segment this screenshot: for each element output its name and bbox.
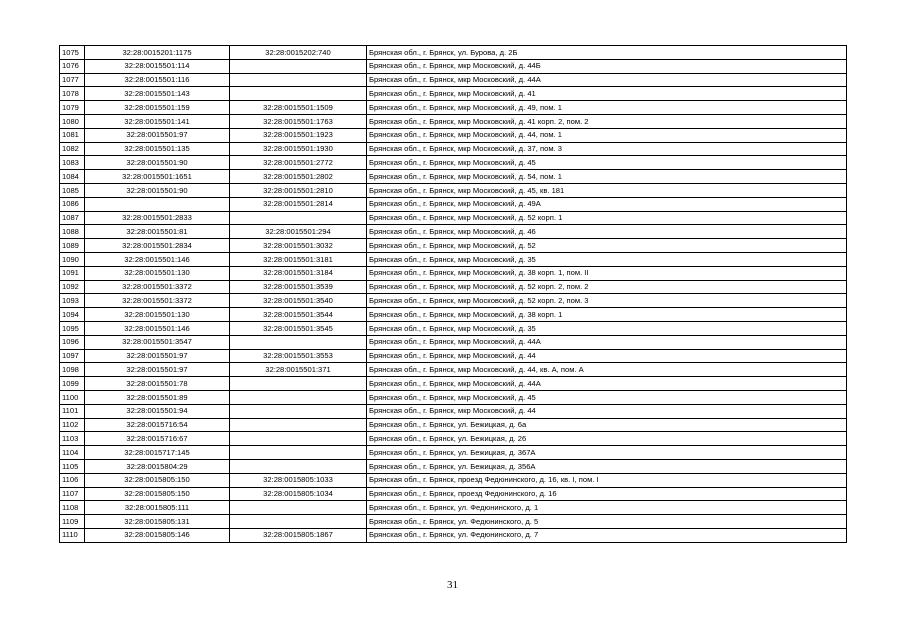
registry-table-body [60, 46, 847, 543]
land-cadastral-number-cell: 32:28:0015501:130 [85, 266, 230, 280]
address-cell: Брянская обл., г. Брянск, мкр Московский, д. 44, пом. 1 [367, 128, 847, 142]
table-row [60, 528, 847, 542]
object-cadastral-number-cell: 32:28:0015501:294 [230, 225, 367, 239]
land-cadastral-number-cell: 32:28:0015501:114 [85, 59, 230, 73]
address-cell: Брянская обл., г. Брянск, мкр Московский, д. 45, кв. 181 [367, 183, 847, 197]
address-cell: Брянская обл., г. Брянск, ул. Федюнинского, д. 5 [367, 515, 847, 529]
land-cadastral-number-cell: 32:28:0015501:2834 [85, 239, 230, 253]
table-row [60, 59, 847, 73]
land-cadastral-number-cell: 32:28:0015201:1175 [85, 46, 230, 60]
object-cadastral-number-cell: 32:28:0015501:3181 [230, 252, 367, 266]
object-cadastral-number-cell: 32:28:0015501:2772 [230, 156, 367, 170]
property-registry-table [59, 45, 847, 543]
object-cadastral-number-cell: 32:28:0015501:1763 [230, 114, 367, 128]
table-row [60, 321, 847, 335]
address-cell: Брянская обл., г. Брянск, мкр Московский, д. 44, кв. А, пом. А [367, 363, 847, 377]
address-cell: Брянская обл., г. Брянск, мкр Московский, д. 49, пом. 1 [367, 101, 847, 115]
row-number-cell: 1101 [60, 404, 85, 418]
table-row [60, 156, 847, 170]
page-number: 31 [447, 579, 458, 591]
row-number-cell: 1087 [60, 211, 85, 225]
land-cadastral-number-cell: 32:28:0015501:159 [85, 101, 230, 115]
table-row [60, 308, 847, 322]
object-cadastral-number-cell: 32:28:0015501:371 [230, 363, 367, 377]
address-cell: Брянская обл., г. Брянск, мкр Московский, д. 45 [367, 156, 847, 170]
land-cadastral-number-cell: 32:28:0015501:78 [85, 377, 230, 391]
address-cell: Брянская обл., г. Брянск, мкр Московский, д. 52 корп. 2, пом. 2 [367, 280, 847, 294]
row-number-cell: 1090 [60, 252, 85, 266]
row-number-cell: 1085 [60, 183, 85, 197]
table-row [60, 170, 847, 184]
row-number-cell: 1109 [60, 515, 85, 529]
row-number-cell: 1099 [60, 377, 85, 391]
land-cadastral-number-cell: 32:28:0015501:146 [85, 252, 230, 266]
table-row [60, 446, 847, 460]
object-cadastral-number-cell [230, 501, 367, 515]
address-cell: Брянская обл., г. Брянск, мкр Московский, д. 46 [367, 225, 847, 239]
address-cell: Брянская обл., г. Брянск, ул. Бежицкая, д. 356А [367, 459, 847, 473]
object-cadastral-number-cell: 32:28:0015501:1923 [230, 128, 367, 142]
table-row [60, 363, 847, 377]
row-number-cell: 1080 [60, 114, 85, 128]
row-number-cell: 1082 [60, 142, 85, 156]
land-cadastral-number-cell: 32:28:0015501:90 [85, 183, 230, 197]
table-row [60, 197, 847, 211]
land-cadastral-number-cell: 32:28:0015805:150 [85, 473, 230, 487]
object-cadastral-number-cell: 32:28:0015501:1509 [230, 101, 367, 115]
land-cadastral-number-cell: 32:28:0015501:3372 [85, 280, 230, 294]
row-number-cell: 1094 [60, 308, 85, 322]
row-number-cell: 1105 [60, 459, 85, 473]
object-cadastral-number-cell [230, 73, 367, 87]
object-cadastral-number-cell [230, 390, 367, 404]
table-row [60, 183, 847, 197]
object-cadastral-number-cell: 32:28:0015501:3553 [230, 349, 367, 363]
row-number-cell: 1095 [60, 321, 85, 335]
land-cadastral-number-cell: 32:28:0015501:97 [85, 349, 230, 363]
object-cadastral-number-cell [230, 59, 367, 73]
land-cadastral-number-cell: 32:28:0015501:146 [85, 321, 230, 335]
land-cadastral-number-cell: 32:28:0015501:141 [85, 114, 230, 128]
row-number-cell: 1096 [60, 335, 85, 349]
object-cadastral-number-cell [230, 515, 367, 529]
land-cadastral-number-cell: 32:28:0015805:146 [85, 528, 230, 542]
land-cadastral-number-cell: 32:28:0015501:116 [85, 73, 230, 87]
table-row [60, 515, 847, 529]
object-cadastral-number-cell: 32:28:0015805:1033 [230, 473, 367, 487]
land-cadastral-number-cell: 32:28:0015805:131 [85, 515, 230, 529]
table-row [60, 459, 847, 473]
table-row [60, 377, 847, 391]
row-number-cell: 1100 [60, 390, 85, 404]
row-number-cell: 1083 [60, 156, 85, 170]
table-row [60, 252, 847, 266]
land-cadastral-number-cell: 32:28:0015501:130 [85, 308, 230, 322]
table-row [60, 211, 847, 225]
address-cell: Брянская обл., г. Брянск, мкр Московский, д. 44А [367, 377, 847, 391]
address-cell: Брянская обл., г. Брянск, мкр Московский, д. 45 [367, 390, 847, 404]
object-cadastral-number-cell: 32:28:0015501:2802 [230, 170, 367, 184]
table-row [60, 349, 847, 363]
object-cadastral-number-cell [230, 335, 367, 349]
row-number-cell: 1081 [60, 128, 85, 142]
row-number-cell: 1110 [60, 528, 85, 542]
land-cadastral-number-cell: 32:28:0015501:1651 [85, 170, 230, 184]
address-cell: Брянская обл., г. Брянск, мкр Московский, д. 38 корп. 1 [367, 308, 847, 322]
row-number-cell: 1092 [60, 280, 85, 294]
land-cadastral-number-cell [85, 197, 230, 211]
land-cadastral-number-cell: 32:28:0015501:3372 [85, 294, 230, 308]
address-cell: Брянская обл., г. Брянск, мкр Московский, д. 52 [367, 239, 847, 253]
row-number-cell: 1075 [60, 46, 85, 60]
address-cell: Брянская обл., г. Брянск, мкр Московский, д. 44 [367, 404, 847, 418]
row-number-cell: 1091 [60, 266, 85, 280]
object-cadastral-number-cell: 32:28:0015501:3540 [230, 294, 367, 308]
table-row [60, 432, 847, 446]
table-row [60, 46, 847, 60]
land-cadastral-number-cell: 32:28:0015805:111 [85, 501, 230, 515]
object-cadastral-number-cell: 32:28:0015805:1867 [230, 528, 367, 542]
address-cell: Брянская обл., г. Брянск, мкр Московский, д. 52 корп. 1 [367, 211, 847, 225]
land-cadastral-number-cell: 32:28:0015716:54 [85, 418, 230, 432]
address-cell: Брянская обл., г. Брянск, ул. Бежицкая, д. 367А [367, 446, 847, 460]
object-cadastral-number-cell [230, 87, 367, 101]
address-cell: Брянская обл., г. Брянск, мкр Московский, д. 44А [367, 335, 847, 349]
land-cadastral-number-cell: 32:28:0015717:145 [85, 446, 230, 460]
row-number-cell: 1078 [60, 87, 85, 101]
table-row [60, 114, 847, 128]
address-cell: Брянская обл., г. Брянск, мкр Московский, д. 41 [367, 87, 847, 101]
object-cadastral-number-cell: 32:28:0015805:1034 [230, 487, 367, 501]
object-cadastral-number-cell [230, 459, 367, 473]
address-cell: Брянская обл., г. Брянск, ул. Федюнинского, д. 1 [367, 501, 847, 515]
land-cadastral-number-cell: 32:28:0015501:89 [85, 390, 230, 404]
address-cell: Брянская обл., г. Брянск, мкр Московский, д. 49А [367, 197, 847, 211]
address-cell: Брянская обл., г. Брянск, мкр Московский, д. 35 [367, 252, 847, 266]
row-number-cell: 1086 [60, 197, 85, 211]
object-cadastral-number-cell: 32:28:0015501:3544 [230, 308, 367, 322]
address-cell: Брянская обл., г. Брянск, мкр Московский, д. 44 [367, 349, 847, 363]
address-cell: Брянская обл., г. Брянск, мкр Московский, д. 52 корп. 2, пом. 3 [367, 294, 847, 308]
table-row [60, 390, 847, 404]
table-row [60, 418, 847, 432]
object-cadastral-number-cell: 32:28:0015501:2810 [230, 183, 367, 197]
address-cell: Брянская обл., г. Брянск, ул. Бурова, д. 2Б [367, 46, 847, 60]
row-number-cell: 1098 [60, 363, 85, 377]
land-cadastral-number-cell: 32:28:0015501:90 [85, 156, 230, 170]
row-number-cell: 1106 [60, 473, 85, 487]
row-number-cell: 1089 [60, 239, 85, 253]
object-cadastral-number-cell: 32:28:0015202:740 [230, 46, 367, 60]
land-cadastral-number-cell: 32:28:0015716:67 [85, 432, 230, 446]
land-cadastral-number-cell: 32:28:0015501:94 [85, 404, 230, 418]
land-cadastral-number-cell: 32:28:0015501:81 [85, 225, 230, 239]
land-cadastral-number-cell: 32:28:0015501:3547 [85, 335, 230, 349]
table-row [60, 142, 847, 156]
row-number-cell: 1088 [60, 225, 85, 239]
address-cell: Брянская обл., г. Брянск, мкр Московский, д. 44А [367, 73, 847, 87]
table-row [60, 73, 847, 87]
row-number-cell: 1103 [60, 432, 85, 446]
table-row [60, 87, 847, 101]
table-row [60, 266, 847, 280]
row-number-cell: 1097 [60, 349, 85, 363]
object-cadastral-number-cell [230, 418, 367, 432]
row-number-cell: 1107 [60, 487, 85, 501]
row-number-cell: 1079 [60, 101, 85, 115]
object-cadastral-number-cell [230, 377, 367, 391]
table-row [60, 335, 847, 349]
table-row [60, 239, 847, 253]
land-cadastral-number-cell: 32:28:0015501:97 [85, 128, 230, 142]
table-row [60, 128, 847, 142]
object-cadastral-number-cell [230, 211, 367, 225]
address-cell: Брянская обл., г. Брянск, ул. Бежицкая, д. 26 [367, 432, 847, 446]
row-number-cell: 1104 [60, 446, 85, 460]
table-row [60, 487, 847, 501]
address-cell: Брянская обл., г. Брянск, ул. Бежицкая, д. 6а [367, 418, 847, 432]
object-cadastral-number-cell: 32:28:0015501:1930 [230, 142, 367, 156]
land-cadastral-number-cell: 32:28:0015805:150 [85, 487, 230, 501]
land-cadastral-number-cell: 32:28:0015501:97 [85, 363, 230, 377]
land-cadastral-number-cell: 32:28:0015501:2833 [85, 211, 230, 225]
address-cell: Брянская обл., г. Брянск, мкр Московский, д. 37, пом. 3 [367, 142, 847, 156]
address-cell: Брянская обл., г. Брянск, ул. Федюнинского, д. 7 [367, 528, 847, 542]
address-cell: Брянская обл., г. Брянск, мкр Московский, д. 44Б [367, 59, 847, 73]
table-row [60, 404, 847, 418]
object-cadastral-number-cell: 32:28:0015501:2814 [230, 197, 367, 211]
table-row [60, 294, 847, 308]
address-cell: Брянская обл., г. Брянск, мкр Московский, д. 35 [367, 321, 847, 335]
land-cadastral-number-cell: 32:28:0015501:143 [85, 87, 230, 101]
address-cell: Брянская обл., г. Брянск, проезд Федюнинского, д. 16, кв. I, пом. I [367, 473, 847, 487]
row-number-cell: 1076 [60, 59, 85, 73]
table-row [60, 101, 847, 115]
row-number-cell: 1077 [60, 73, 85, 87]
row-number-cell: 1102 [60, 418, 85, 432]
object-cadastral-number-cell [230, 404, 367, 418]
row-number-cell: 1108 [60, 501, 85, 515]
address-cell: Брянская обл., г. Брянск, мкр Московский, д. 54, пом. 1 [367, 170, 847, 184]
row-number-cell: 1093 [60, 294, 85, 308]
land-cadastral-number-cell: 32:28:0015804:29 [85, 459, 230, 473]
object-cadastral-number-cell: 32:28:0015501:3545 [230, 321, 367, 335]
object-cadastral-number-cell [230, 446, 367, 460]
object-cadastral-number-cell: 32:28:0015501:3539 [230, 280, 367, 294]
object-cadastral-number-cell: 32:28:0015501:3184 [230, 266, 367, 280]
address-cell: Брянская обл., г. Брянск, мкр Московский, д. 41 корп. 2, пом. 2 [367, 114, 847, 128]
table-row [60, 225, 847, 239]
row-number-cell: 1084 [60, 170, 85, 184]
table-row [60, 473, 847, 487]
object-cadastral-number-cell [230, 432, 367, 446]
address-cell: Брянская обл., г. Брянск, мкр Московский, д. 38 корп. 1, пом. II [367, 266, 847, 280]
address-cell: Брянская обл., г. Брянск, проезд Федюнинского, д. 16 [367, 487, 847, 501]
table-row [60, 501, 847, 515]
object-cadastral-number-cell: 32:28:0015501:3032 [230, 239, 367, 253]
land-cadastral-number-cell: 32:28:0015501:135 [85, 142, 230, 156]
table-row [60, 280, 847, 294]
